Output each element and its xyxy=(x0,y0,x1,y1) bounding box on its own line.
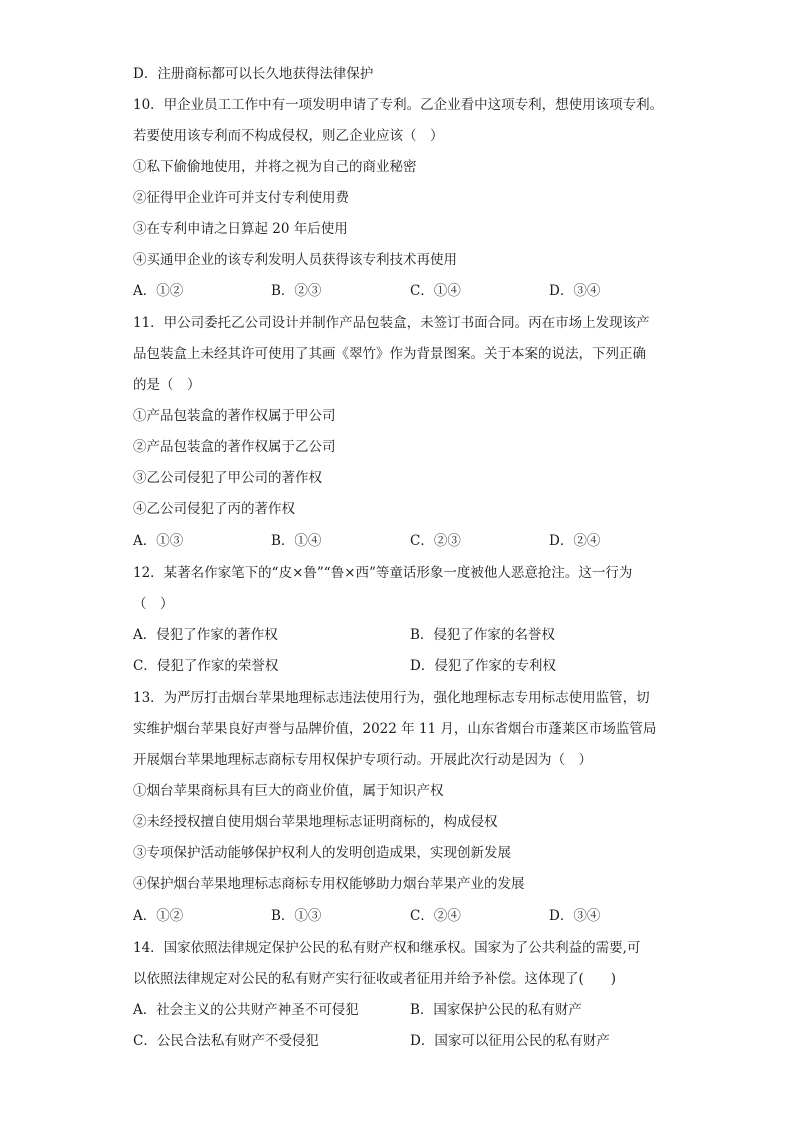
q14-option-a: A．社会主义的公共财产神圣不可侵犯 xyxy=(133,1002,359,1018)
q10-statement-1: ①私下偷偷地使用，并将之视为自己的商业秘密 xyxy=(133,159,417,175)
q12-option-d: D．侵犯了作家的专利权 xyxy=(410,658,556,674)
q10-stem-line-1: 10．甲企业员工工作中有一项发明申请了专利。乙企业看中这项专利，想使用该项专利。 xyxy=(133,97,664,113)
q13-stem-line-2: 实维护烟台苹果良好声誉与品牌价值，2022 年 11 月，山东省烟台市蓬莱区市场监管局 xyxy=(133,721,657,737)
q13-option-a: A．①② xyxy=(133,908,184,924)
q12-option-a: A．侵犯了作家的著作权 xyxy=(133,627,278,643)
q10-statement-4: ④买通甲企业的该专利发明人员获得该专利技术再使用 xyxy=(133,252,457,268)
q10-stem-line-2: 若要使用该专利而不构成侵权，则乙企业应该（ ） xyxy=(133,128,444,144)
q14-option-d: D．国家可以征用公民的私有财产 xyxy=(410,1033,610,1049)
q13-options xyxy=(133,906,693,926)
q11-option-b: B．①④ xyxy=(271,533,322,549)
q11-statement-2: ②产品包装盒的著作权属于乙公司 xyxy=(133,439,336,455)
q10-option-b: B．②③ xyxy=(271,283,322,299)
q11-stem-line-1: 11．甲公司委托乙公司设计并制作产品包装盒，未签订书面合同。丙在市场上发现该产 xyxy=(133,315,650,331)
q14-stem-line-1: 14．国家依照法律规定保护公民的私有财产权和继承权。国家为了公共利益的需要,可 xyxy=(133,940,641,956)
q14-options-row-2 xyxy=(133,1031,693,1051)
q13-statement-4: ④保护烟台苹果地理标志商标专用权能够助力烟台苹果产业的发展 xyxy=(133,876,525,892)
q14-options-row-1 xyxy=(133,1000,693,1020)
q13-statement-1: ①烟台苹果商标具有巨大的商业价值，属于知识产权 xyxy=(133,783,444,799)
q11-option-c: C．②③ xyxy=(410,533,461,549)
q13-stem-line-1: 13．为严厉打击烟台苹果地理标志违法使用行为，强化地理标志专用标志使用监管，切 xyxy=(133,690,650,706)
q11-statement-4: ④乙公司侵犯了丙的著作权 xyxy=(133,501,295,517)
q10-option-a: A．①② xyxy=(133,283,184,299)
q13-option-b: B．①③ xyxy=(271,908,322,924)
q13-option-c: C．②④ xyxy=(410,908,461,924)
q12-option-b: B．侵犯了作家的名誉权 xyxy=(410,627,555,643)
q13-statement-2: ②未经授权擅自使用烟台苹果地理标志证明商标的，构成侵权 xyxy=(133,814,498,830)
q13-stem-line-3: 开展烟台苹果地理标志商标专用权保护专项行动。开展此次行动是因为（ ） xyxy=(133,752,592,768)
q10-options xyxy=(133,281,693,301)
q12-option-c: C．侵犯了作家的荣誉权 xyxy=(133,658,279,674)
q14-option-b: B．国家保护公民的私有财产 xyxy=(410,1002,582,1018)
q9-option-d: D．注册商标都可以长久地获得法律保护 xyxy=(133,66,374,82)
q11-statement-1: ①产品包装盒的著作权属于甲公司 xyxy=(133,408,336,424)
q11-option-d: D．②④ xyxy=(549,533,601,549)
q12-options-row-2 xyxy=(133,656,693,676)
q10-option-d: D．③④ xyxy=(549,283,601,299)
q11-stem-line-3: 的是（ ） xyxy=(133,377,201,393)
q10-option-c: C．①④ xyxy=(410,283,461,299)
q11-statement-3: ③乙公司侵犯了甲公司的著作权 xyxy=(133,470,322,486)
q10-statement-3: ③在专利申请之日算起 20 年后使用 xyxy=(133,221,348,237)
q14-option-c: C．公民合法私有财产不受侵犯 xyxy=(133,1033,319,1049)
q11-option-a: A．①③ xyxy=(133,533,184,549)
q12-stem-line-2: （ ） xyxy=(133,596,174,612)
q12-options-row-1 xyxy=(133,625,693,645)
q11-stem-line-2: 品包装盒上未经其许可使用了其画《翠竹》作为背景图案。关于本案的说法，下列正确 xyxy=(133,346,646,362)
q13-statement-3: ③专项保护活动能够保护权利人的发明创造成果，实现创新发展 xyxy=(133,845,511,861)
q10-statement-2: ②征得甲企业许可并支付专利使用费 xyxy=(133,190,349,206)
q14-stem-line-2: 以依照法律规定对公民的私有财产实行征收或者征用并给予补偿。这体现了( ) xyxy=(133,971,617,987)
q13-option-d: D．③④ xyxy=(549,908,601,924)
q12-stem-line-1: 12．某著名作家笔下的“皮×鲁”“鲁×西”等童话形象一度被他人恶意抢注。这一行为 xyxy=(133,565,633,581)
q11-options xyxy=(133,531,693,551)
